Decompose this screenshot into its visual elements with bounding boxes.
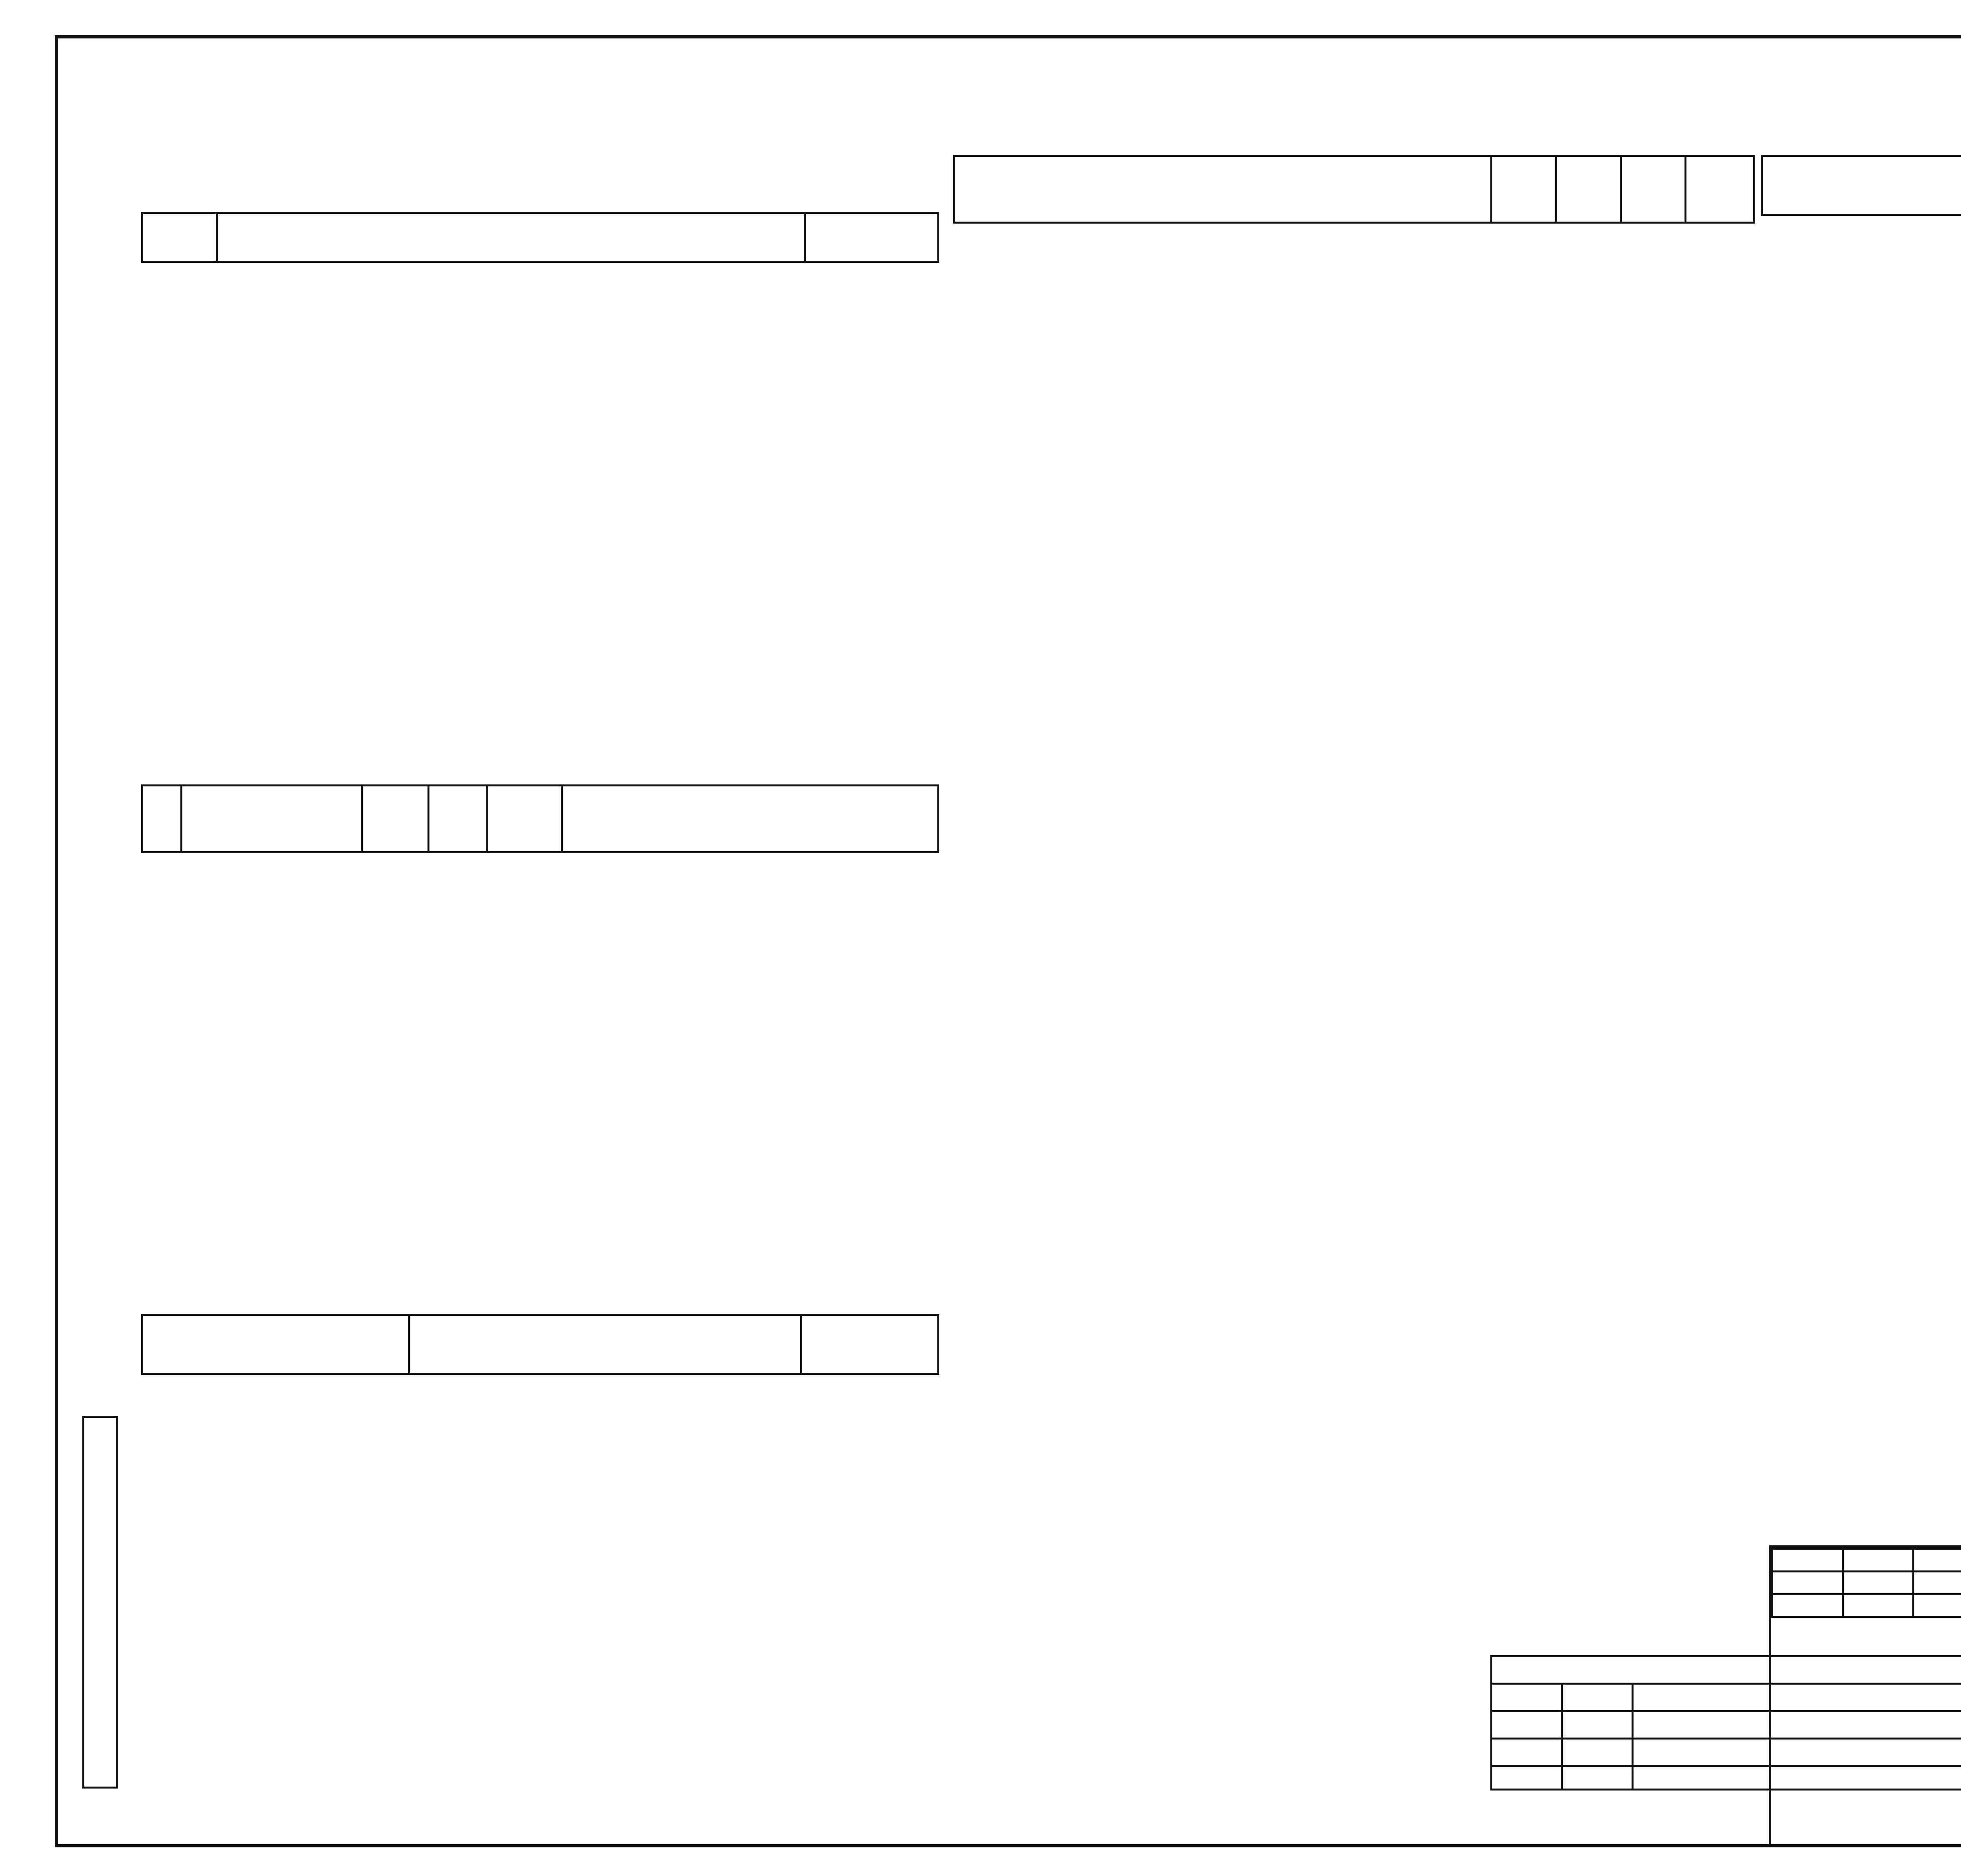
- references-table: [141, 1314, 939, 1375]
- title-block: [1769, 1545, 1961, 1847]
- col-n: [142, 786, 182, 852]
- col-capacity: [362, 786, 429, 852]
- col-note: [805, 213, 939, 262]
- lt1-col-unit: [1492, 156, 1556, 223]
- lt1-col-k: [1621, 156, 1686, 223]
- left-stamp-labels: [84, 1418, 104, 1790]
- col-sheet: [142, 213, 217, 262]
- col-code: [142, 1315, 409, 1374]
- lt1-col-norm: [1556, 156, 1621, 223]
- col-equipment: [182, 786, 362, 852]
- lt2-col-load: [1762, 156, 1961, 215]
- people-table: [1771, 1548, 1961, 1618]
- side-label: [100, 31, 147, 541]
- left-stamp: [82, 1416, 118, 1789]
- col-mode: [488, 786, 562, 852]
- col-ref-name: [409, 1315, 801, 1374]
- privyazan-inv: [1492, 1766, 1562, 1790]
- col-name: [217, 213, 805, 262]
- lt1-col-load: [954, 156, 1492, 223]
- col-ref-note: [801, 1315, 939, 1374]
- drawing-frame: [55, 35, 1961, 1847]
- col-scheme: [562, 786, 939, 852]
- col-span: [429, 786, 488, 852]
- load-table-1: [953, 155, 1755, 224]
- drawings-list-table: [141, 212, 939, 263]
- load-table-2: [1761, 155, 1961, 216]
- lt1-col-calc: [1686, 156, 1754, 223]
- lifting-loads-table: [141, 784, 939, 853]
